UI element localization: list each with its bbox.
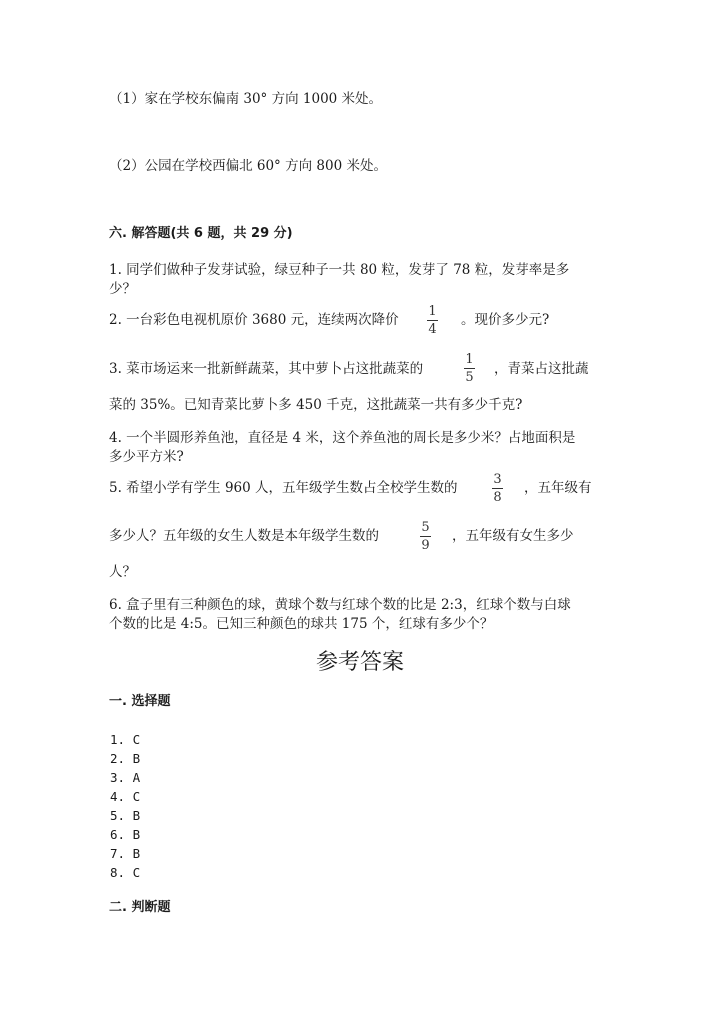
question-3-text-a: 3. 菜市场运来一批新鲜蔬菜，其中萝卜占这批蔬菜的 bbox=[109, 361, 424, 377]
fraction-bar bbox=[427, 320, 438, 321]
fraction-denominator: 5 bbox=[465, 370, 474, 385]
answer-item: 3. A bbox=[110, 770, 141, 785]
answers-section-2-heading: 二. 判断题 bbox=[109, 900, 171, 915]
question-1-line-1: 1. 同学们做种子发芽试验，绿豆种子一共 80 粒，发芽了 78 粒，发芽率是多 bbox=[109, 262, 570, 278]
question-3-text-b: ，青菜占这批蔬 bbox=[494, 361, 589, 377]
question-5-text-e: 人？ bbox=[109, 564, 136, 580]
fraction-denominator: 9 bbox=[421, 538, 430, 553]
fraction-numerator: 3 bbox=[493, 472, 502, 487]
fraction-denominator: 4 bbox=[428, 322, 437, 337]
answer-item: 1. C bbox=[110, 732, 141, 747]
answer-item: 4. C bbox=[110, 789, 141, 804]
question-5-text-b: ，五年级有 bbox=[524, 480, 592, 496]
fraction-bar bbox=[420, 536, 431, 537]
fraction-numerator: 5 bbox=[421, 520, 430, 535]
section-heading-6: 六. 解答题(共 6 题，共 29 分) bbox=[109, 226, 293, 241]
answer-item: 5. B bbox=[110, 808, 141, 823]
fraction-bar bbox=[464, 368, 475, 369]
question-3-line-2: 菜的 35%。已知青菜比萝卜多 450 千克，这批蔬菜一共有多少千克? bbox=[109, 397, 523, 413]
question-6-line-1: 6. 盒子里有三种颜色的球，黄球个数与红球个数的比是 2:3，红球个数与白球 bbox=[109, 597, 571, 613]
fraction-q3 bbox=[464, 352, 475, 385]
fraction-q5-2 bbox=[420, 520, 431, 553]
question-4-line-2: 多少平方米? bbox=[109, 449, 184, 465]
answer-item: 2. B bbox=[110, 751, 141, 766]
fraction-numerator: 1 bbox=[465, 352, 474, 367]
question-2-text-b: 。现价多少元? bbox=[461, 312, 550, 328]
question-6-line-2: 个数的比是 4:5。已知三种颜色的球共 175 个，红球有多少个？ bbox=[109, 616, 494, 632]
fraction-denominator: 8 bbox=[493, 490, 502, 505]
question-5-text-c: 多少人？五年级的女生人数是本年级学生数的 bbox=[109, 528, 379, 544]
fraction-numerator: 1 bbox=[428, 304, 437, 319]
location-item-2: （2）公园在学校西偏北 60° 方向 800 米处。 bbox=[109, 158, 387, 174]
question-5-text-a: 5. 希望小学有学生 960 人，五年级学生数占全校学生数的 bbox=[109, 480, 458, 496]
answers-section-1-heading: 一. 选择题 bbox=[109, 694, 171, 709]
answer-item: 7. B bbox=[110, 846, 141, 861]
question-2-text-a: 2. 一台彩色电视机原价 3680 元，连续两次降价 bbox=[109, 312, 399, 328]
answer-item: 8. C bbox=[110, 865, 141, 880]
question-4-line-1: 4. 一个半圆形养鱼池，直径是 4 米，这个养鱼池的周长是多少米？占地面积是 bbox=[109, 430, 576, 446]
location-item-1: （1）家在学校东偏南 30° 方向 1000 米处。 bbox=[109, 91, 383, 107]
answers-title: 参考答案 bbox=[315, 650, 404, 675]
fraction-q5-1 bbox=[492, 472, 503, 505]
fraction-q2 bbox=[427, 304, 438, 337]
fraction-bar bbox=[492, 488, 503, 489]
question-5-text-d: ，五年级有女生多少 bbox=[452, 528, 574, 544]
answer-item: 6. B bbox=[110, 827, 141, 842]
question-1-line-2: 少？ bbox=[109, 281, 136, 297]
